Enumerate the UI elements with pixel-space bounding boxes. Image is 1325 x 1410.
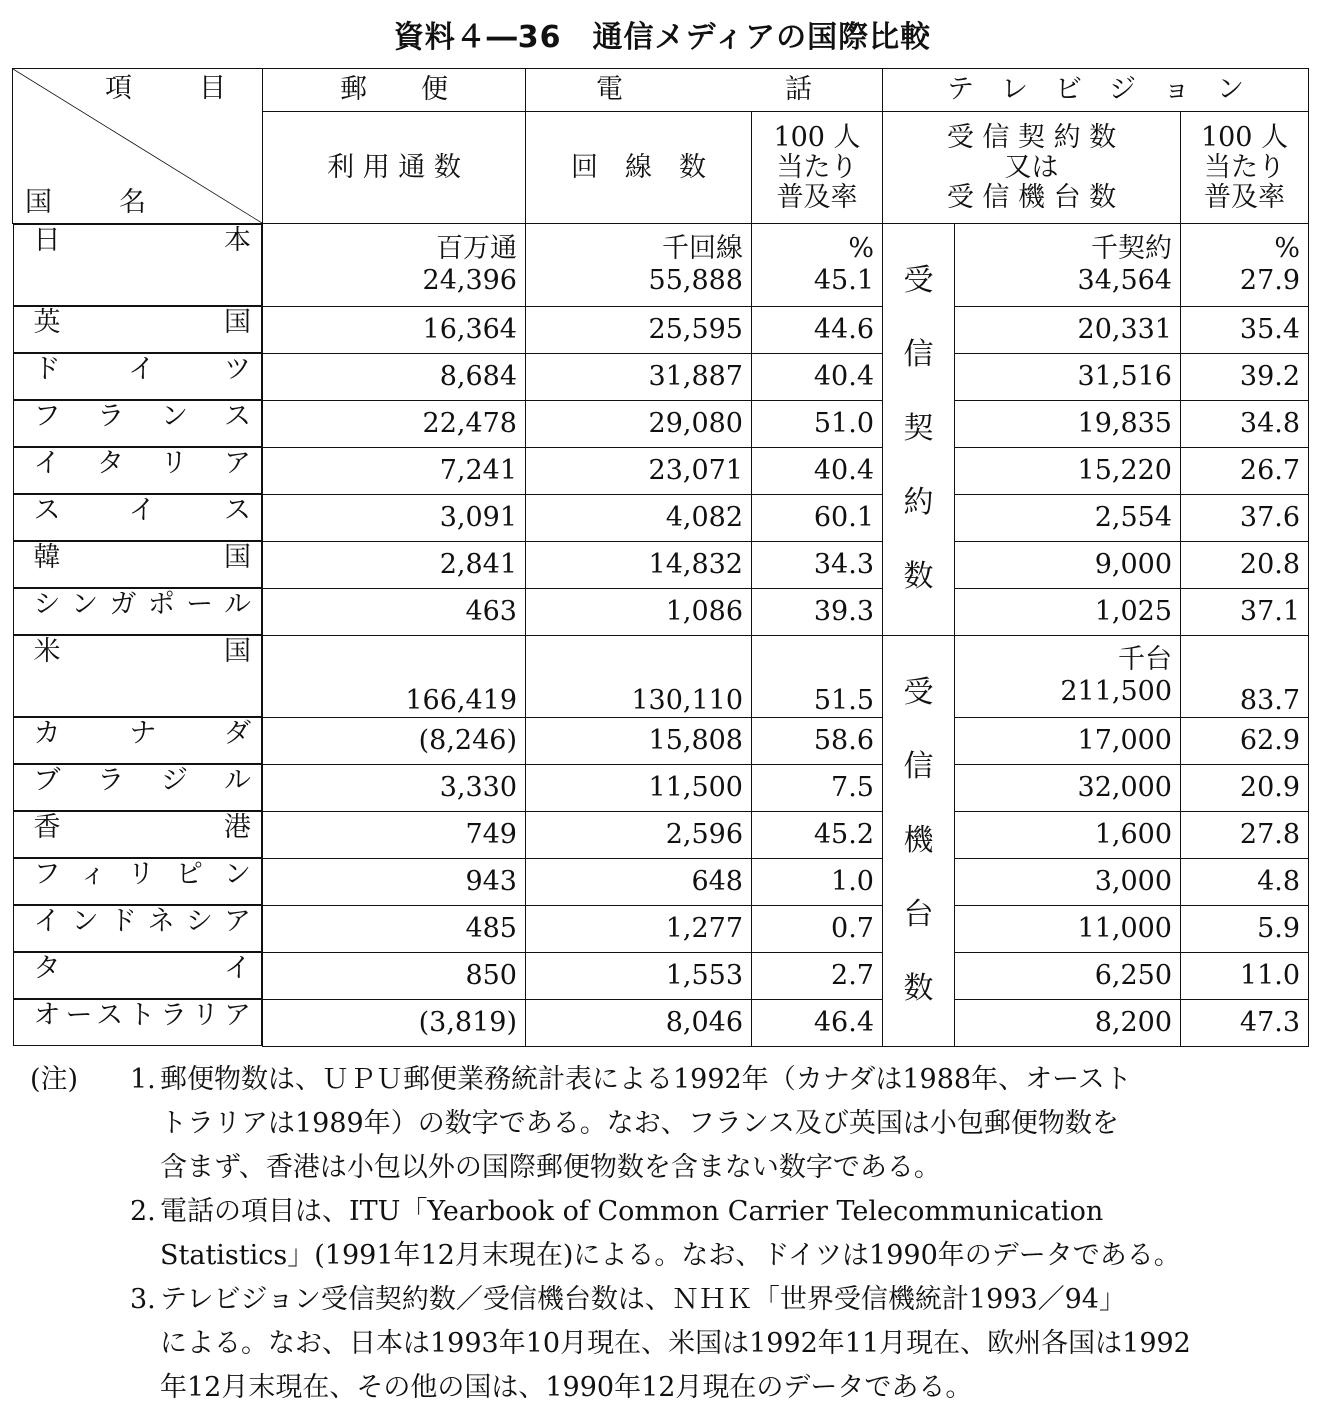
header-country: 国 名 — [25, 187, 166, 218]
note-text-cont: Statistics」(1991年12月末現在)による。なお、ドイツは1990年のデータである。 — [160, 1240, 1181, 1271]
phone-rate: 7.5 — [752, 764, 883, 811]
tv-count: 8,200 — [955, 999, 1181, 1046]
country-name — [13, 717, 263, 764]
country-name — [13, 400, 263, 447]
mail-count: 3,091 — [263, 494, 526, 541]
country-name — [13, 764, 263, 811]
country-label: ブラジル — [33, 765, 251, 796]
table-row — [13, 306, 1309, 353]
mail-count: (3,819) — [263, 999, 526, 1046]
phone-rate: 51.5 — [752, 635, 883, 717]
phone-rate — [752, 224, 883, 307]
table-row — [13, 635, 1309, 717]
mail-count — [263, 224, 526, 307]
note-text-cont: 年12月末現在、その他の国は、1990年12月現在のデータである。 — [160, 1372, 973, 1403]
tv-rate: 34.8 — [1181, 400, 1309, 447]
header-tv-contracts: 受 信 契 約 数 又は 受 信 機 台 数 — [883, 112, 1181, 224]
country-label: フランス — [33, 401, 251, 432]
table-row — [13, 764, 1309, 811]
group-label-char: 台 — [903, 896, 934, 932]
country-name — [13, 858, 263, 905]
country-label: 香港 — [33, 812, 251, 843]
note-text: テレビジョン受信契約数／受信機台数は、ＮＨＫ「世界受信機統計1993／94」 — [160, 1284, 1126, 1315]
tv-count — [955, 635, 1181, 717]
table-row — [13, 400, 1309, 447]
mail-count: 3,330 — [263, 764, 526, 811]
group-label-char: 数 — [903, 970, 934, 1006]
mail-count: 749 — [263, 811, 526, 858]
country-name — [13, 447, 263, 494]
mail-count: 7,241 — [263, 447, 526, 494]
page-title: 資料４―36 通信メディアの国際比較 — [393, 20, 932, 55]
tv-count: 1,025 — [955, 588, 1181, 635]
group-label-sets — [883, 635, 955, 1046]
header-corner — [13, 69, 263, 224]
group-label-char: 受 — [903, 674, 934, 710]
table-row — [13, 541, 1309, 588]
tv-rate: 20.8 — [1181, 541, 1309, 588]
mail-count: 850 — [263, 952, 526, 999]
tv-rate: 47.3 — [1181, 999, 1309, 1046]
phone-rate: 34.3 — [752, 541, 883, 588]
note-text-cont: トラリアは1989年）の数字である。なお、フランス及び英国は小包郵便物数を — [160, 1108, 1119, 1139]
note-text-cont: による。なお、日本は1993年10月現在、米国は1992年11月現在、欧州各国は1992 — [160, 1328, 1191, 1359]
country-name — [13, 353, 263, 400]
phone-rate: 46.4 — [752, 999, 883, 1046]
phone-lines: 31,887 — [526, 353, 752, 400]
phone-lines: 1,086 — [526, 588, 752, 635]
value: 55,888 — [648, 264, 743, 296]
country-label: 英国 — [33, 307, 251, 338]
tv-count: 11,000 — [955, 905, 1181, 952]
country-label: イタリア — [33, 448, 251, 479]
header-phone-lines: 回 線 数 — [526, 112, 752, 224]
mail-count: 22,478 — [263, 400, 526, 447]
table-row — [13, 224, 1309, 307]
note-text: 電話の項目は、ITU「Yearbook of Common Carrier Telecommunication — [160, 1196, 1104, 1227]
value: 24,396 — [422, 264, 517, 296]
table-row — [13, 447, 1309, 494]
tv-rate: 35.4 — [1181, 306, 1309, 353]
country-name — [13, 306, 263, 353]
country-label: カナダ — [33, 718, 251, 749]
unit-label: 百万通 — [436, 232, 517, 264]
group-label-char: 契 — [903, 411, 934, 447]
table-row — [13, 588, 1309, 635]
mail-count: 463 — [263, 588, 526, 635]
note-item — [130, 1058, 1290, 1102]
tv-rate: 4.8 — [1181, 858, 1309, 905]
country-name — [13, 999, 263, 1046]
note-text: 郵便物数は、ＵＰＵ郵便業務統計表による1992年（カナダは1988年、オースト — [160, 1064, 1132, 1095]
tv-count: 3,000 — [955, 858, 1181, 905]
tv-count: 2,554 — [955, 494, 1181, 541]
note-number: 2. — [130, 1196, 156, 1227]
mail-count: 943 — [263, 858, 526, 905]
phone-rate: 0.7 — [752, 905, 883, 952]
country-name — [13, 635, 263, 717]
mail-count: 16,364 — [263, 306, 526, 353]
phone-lines: 1,553 — [526, 952, 752, 999]
note-item — [130, 1278, 1290, 1322]
group-label-char: 信 — [903, 337, 934, 373]
phone-rate: 51.0 — [752, 400, 883, 447]
tv-count — [955, 224, 1181, 307]
group-label-contracts — [883, 224, 955, 636]
phone-rate: 58.6 — [752, 717, 883, 764]
table-row — [13, 999, 1309, 1046]
phone-rate: 45.2 — [752, 811, 883, 858]
tv-count: 32,000 — [955, 764, 1181, 811]
header-tv: テ レ ビ ジ ョ ン — [883, 69, 1309, 112]
mail-count: 485 — [263, 905, 526, 952]
unit-label: 千台 — [1118, 644, 1172, 675]
tv-count: 1,600 — [955, 811, 1181, 858]
phone-lines — [526, 224, 752, 307]
tv-count: 19,835 — [955, 400, 1181, 447]
tv-count: 20,331 — [955, 306, 1181, 353]
table-row — [13, 905, 1309, 952]
phone-lines: 648 — [526, 858, 752, 905]
phone-lines: 4,082 — [526, 494, 752, 541]
tv-rate: 37.1 — [1181, 588, 1309, 635]
phone-lines: 25,595 — [526, 306, 752, 353]
phone-lines: 23,071 — [526, 447, 752, 494]
mail-count: 8,684 — [263, 353, 526, 400]
header-phone-rate: 100 人 当たり 普及率 — [752, 112, 883, 224]
country-name — [13, 905, 263, 952]
phone-lines: 14,832 — [526, 541, 752, 588]
header-tv-rate: 100 人 当たり 普及率 — [1181, 112, 1309, 224]
phone-rate: 1.0 — [752, 858, 883, 905]
country-name — [13, 224, 263, 306]
group-label-char: 受 — [903, 263, 934, 299]
country-label: インドネシア — [33, 906, 251, 937]
tv-rate: 37.6 — [1181, 494, 1309, 541]
phone-lines: 11,500 — [526, 764, 752, 811]
table-row — [13, 811, 1309, 858]
note-number: 3. — [130, 1284, 156, 1315]
table-row — [13, 717, 1309, 764]
phone-rate: 40.4 — [752, 353, 883, 400]
unit-label: % — [1274, 232, 1301, 264]
phone-lines: 8,046 — [526, 999, 752, 1046]
note-number: 1. — [130, 1064, 156, 1095]
tv-rate: 5.9 — [1181, 905, 1309, 952]
table-row — [13, 494, 1309, 541]
note-item — [130, 1190, 1290, 1234]
group-label-char: 機 — [903, 822, 934, 858]
value: 211,500 — [1060, 676, 1172, 707]
phone-rate: 44.6 — [752, 306, 883, 353]
unit-label: % — [848, 232, 874, 264]
tv-rate: 20.9 — [1181, 764, 1309, 811]
country-name — [13, 494, 263, 541]
country-label: フィリピン — [33, 859, 251, 890]
phone-lines: 29,080 — [526, 400, 752, 447]
tv-rate: 11.0 — [1181, 952, 1309, 999]
notes-label: (注) — [30, 1064, 79, 1095]
mail-count: (8,246) — [263, 717, 526, 764]
mail-count: 2,841 — [263, 541, 526, 588]
tv-rate — [1181, 224, 1309, 307]
table-row — [13, 952, 1309, 999]
phone-rate: 2.7 — [752, 952, 883, 999]
group-label-char: 信 — [903, 748, 934, 784]
tv-count: 17,000 — [955, 717, 1181, 764]
phone-lines: 15,808 — [526, 717, 752, 764]
table-row — [13, 353, 1309, 400]
country-label: オーストラリア — [33, 1000, 251, 1031]
phone-rate: 60.1 — [752, 494, 883, 541]
unit-label: 千契約 — [1091, 232, 1172, 264]
phone-rate: 40.4 — [752, 447, 883, 494]
group-label-char: 数 — [903, 559, 934, 595]
country-name — [13, 541, 263, 588]
note-text-cont: 含まず、香港は小包以外の国際郵便物数を含まない数字である。 — [160, 1152, 941, 1183]
value: 45.1 — [813, 264, 874, 296]
mail-count: 166,419 — [263, 635, 526, 717]
country-name — [13, 811, 263, 858]
country-label: スイス — [33, 495, 251, 526]
header-mail-count: 利 用 通 数 — [263, 112, 526, 224]
country-name — [13, 952, 263, 999]
header-phone: 電 話 — [526, 69, 883, 112]
phone-lines: 130,110 — [526, 635, 752, 717]
country-label: 米国 — [33, 636, 251, 667]
country-label: ドイツ — [33, 354, 251, 385]
phone-rate: 39.3 — [752, 588, 883, 635]
header-item: 項 目 — [105, 73, 246, 104]
tv-rate: 39.2 — [1181, 353, 1309, 400]
tv-rate: 27.8 — [1181, 811, 1309, 858]
country-label: 韓国 — [33, 542, 251, 573]
comparison-table — [12, 68, 1309, 1047]
country-label: 日本 — [33, 225, 251, 256]
table-row — [13, 858, 1309, 905]
tv-rate: 83.7 — [1181, 635, 1309, 717]
tv-rate: 62.9 — [1181, 717, 1309, 764]
tv-count: 9,000 — [955, 541, 1181, 588]
country-label: タイ — [33, 953, 251, 984]
notes — [30, 1058, 1290, 1410]
value: 27.9 — [1239, 264, 1301, 296]
header-mail: 郵 便 — [263, 69, 526, 112]
unit-label: 千回線 — [662, 232, 743, 264]
tv-count: 15,220 — [955, 447, 1181, 494]
phone-lines: 1,277 — [526, 905, 752, 952]
tv-rate: 26.7 — [1181, 447, 1309, 494]
country-label: シンガポール — [33, 589, 251, 620]
group-label-char: 約 — [903, 485, 934, 521]
value: 34,564 — [1077, 264, 1172, 296]
tv-count: 6,250 — [955, 952, 1181, 999]
tv-count: 31,516 — [955, 353, 1181, 400]
phone-lines: 2,596 — [526, 811, 752, 858]
country-name — [13, 588, 263, 635]
